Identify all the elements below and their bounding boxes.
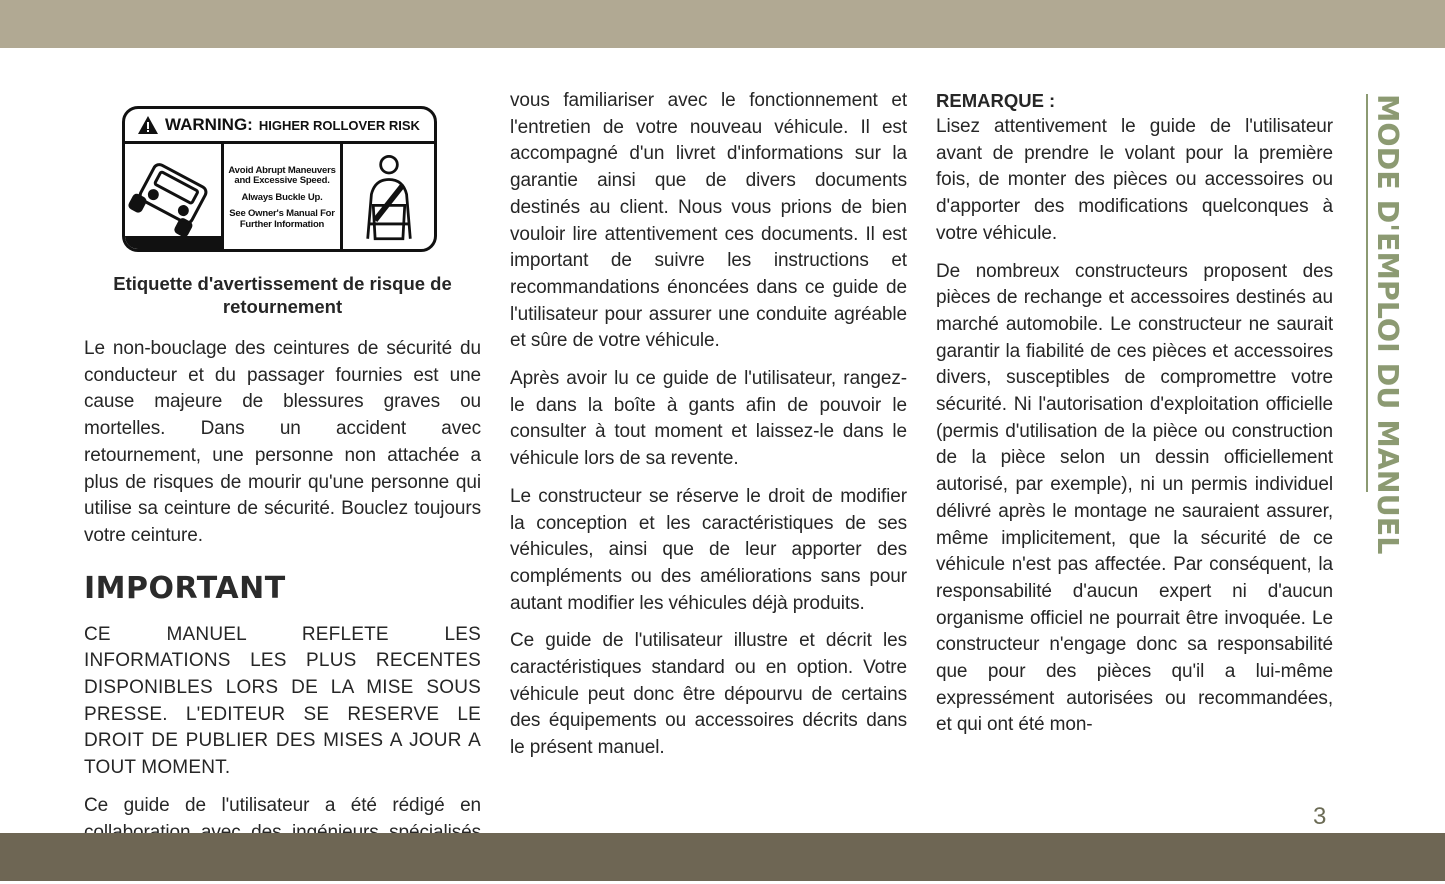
seatbelt-paragraph: Le non-bouclage des ceintures de sécurité du conducteur et du passager fournies est une cause majeure de blessures graves ou mortelles. Dans un accident avec retournement, une personne non attachée a plus de risques de mourir qu'une personne qui utilise sa ceinture de sécurité. Bouclez toujours votre ceinture.: [84, 338, 481, 546]
glovebox-paragraph: Après avoir lu ce guide de l'utilisateur, rangez-le dans la boîte à gants afin de pouvoir le consulter à tout moment et laissez-le dans le véhicule lors de sa revente.: [510, 368, 907, 470]
rollover-warning-label: [122, 106, 437, 252]
label-caption: Etiquette d'avertissement de risque de retournement: [113, 273, 452, 317]
manufacturer-rights-paragraph: Le constructeur se réserve le droit de modifier la conception et les caractéristiques de ses véhicules, ainsi que de leur apporter des compléments ou des améliorations sans pour autant modifier les véhicules déjà produits.: [510, 485, 907, 614]
column-right: [936, 88, 1333, 750]
warning-instructions: [224, 144, 343, 252]
features-paragraph: Ce guide de l'utilisateur illustre et décrit les caractéristiques standard ou en option. Votre véhicule peut donc être dépourvu de certains des équipements ou accessoires décrits dans le présent manuel.: [510, 630, 907, 759]
warning-label-header: [125, 109, 434, 144]
warning-line-3: See Owner's Manual For Further Information: [229, 208, 335, 230]
read-guide-paragraph: Lisez attentivement le guide de l'utilisateur avant de prendre le volant pour la première fois, de monter des pièces ou accessoires ou d'apporter des modifications quelconques à votre véhicule.: [936, 116, 1333, 244]
guide-intro-paragraph: Ce guide de l'utilisateur a été rédigé en: [84, 794, 481, 816]
section-title: MODE D'EMPLOI DU MANUEL: [1366, 94, 1404, 492]
important-notice: CE MANUEL REFLETE LES INFORMATIONS LES PLUS RECENTES DISPONIBLES LORS DE LA MISE SOUS PRESSE. L'EDITEUR SE RESERVE LE DROIT DE PUBLIER DES MISES A JOUR A TOUT MOMENT.: [84, 623, 481, 779]
familiarize-paragraph: vous familiariser avec le fonctionnement et l'entretien de votre nouveau véhicule. Il est accompagné d'un livret d'informations sur la garantie ainsi que de divers documents destinés au client. Nous vous prions de bien vouloir lire attentivement ces documents. Il est important de suivre les instructions et recommandations énoncées dans ce guide de l'utilisateur pour assurer une conduite agréable et sûre de votre véhicule.: [510, 90, 907, 352]
warning-line-1: Avoid Abrupt Maneuvers and Excessive Speed.: [228, 164, 336, 187]
remarque-heading: REMARQUE :: [936, 90, 1056, 111]
header-bar: [0, 0, 1445, 48]
warning-title: WARNING:: [165, 115, 253, 134]
warning-subtitle: HIGHER ROLLOVER RISK: [258, 117, 420, 133]
warning-line-2: Always Buckle Up.: [241, 191, 323, 203]
column-middle: [510, 88, 907, 773]
column-left: [84, 88, 481, 884]
seatbelt-person-icon: [343, 144, 434, 252]
important-heading: IMPORTANT: [84, 570, 286, 606]
aftermarket-parts-paragraph: De nombreux constructeurs proposent des pièces de rechange et accessoires destinés au marché automobile. Le constructeur ne saurait garantir la fiabilité de ces pièces et accessoires divers, susceptibles de compromettre votre sécurité. Ni l'autorisation d'exploitation officielle (permis d'utilisation de la pièce ou construction de la pièce selon un dessin officiellement autorisé, par exemple), ni un permis individuel délivré après le montage ne sauraient assurer, même implicitement, que la sécurité de ce véhicule n'est pas affectée. Par conséquent, la responsabilité d'aucun expert ni d'aucun organisme officiel ne pourrait être invoquée. Le constructeur n'engage donc sa responsabilité que pour des pièces qu'il a lui-même expressément autorisées ou recommandées, et qui ont été mon-: [936, 260, 1333, 736]
footer-bar: [0, 833, 1445, 881]
warning-triangle-icon: [137, 115, 159, 135]
page-number: 3: [1313, 803, 1327, 830]
rollover-vehicle-icon: [125, 144, 224, 252]
